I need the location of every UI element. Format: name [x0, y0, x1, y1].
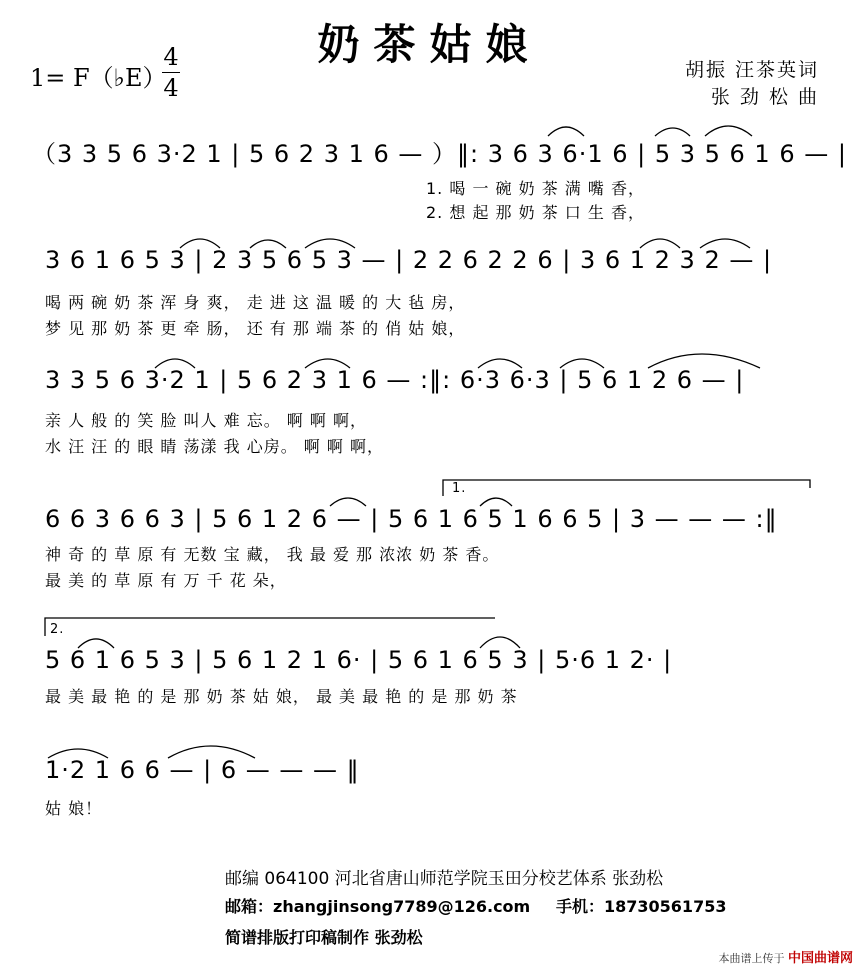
volta-bracket-first — [443, 480, 810, 496]
footer-made-by: 简谱排版打印稿制作 张劲松 — [225, 928, 423, 947]
slur — [705, 126, 752, 136]
score-row-5-lyric-1: 最 美 最 艳 的 是 那 奶 茶 姑 娘， 最 美 最 艳 的 是 那 奶 茶 — [45, 687, 518, 706]
composer-credit: 张 劲 松 曲 — [710, 86, 819, 108]
footer-phone: 手机：18730561753 — [556, 897, 727, 916]
slur — [78, 639, 114, 648]
slur — [560, 359, 604, 368]
score-row-2-notes: 3 6 1 6 5 3 | 2 3 5 6 5 3 — | 2 2 6 2 2 6 | 3 6 1 2 3 2 — | — [45, 246, 773, 274]
watermark-prefix: 本曲谱上传于 — [718, 952, 785, 965]
watermark-site: 中国曲谱网 — [787, 951, 853, 966]
volta-second-label: 2. — [50, 622, 65, 637]
score-row-4-notes: 6 6 3 6 6 3 | 5 6 1 2 6 — | 5 6 1 6 5 1 6 6 5 | 3 — — — :‖ — [45, 505, 778, 533]
slur — [330, 498, 366, 506]
score-row-4-lyric-1: 神 奇 的 草 原 有 无数 宝 藏， 我 最 爱 那 浓浓 奶 茶 香。 — [45, 545, 500, 564]
time-signature-bottom: 4 — [163, 74, 179, 102]
lyricist-credit: 胡振 汪茶英词 — [684, 59, 819, 81]
slur — [655, 128, 690, 136]
footer-address: 邮编 064100 河北省唐山师范学院玉田分校艺体系 张劲松 — [225, 869, 664, 889]
score-row-2-lyric-1: 喝 两 碗 奶 茶 浑 身 爽， 走 进 这 温 暖 的 大 毡 房， — [45, 293, 466, 312]
volta-first-label: 1. — [452, 481, 467, 496]
score-row-3-lyric-1: 亲 人 般 的 笑 脸 叫人 难 忘。 啊 啊 啊， — [45, 411, 367, 430]
slur — [478, 359, 522, 368]
slur — [480, 498, 512, 506]
slur — [305, 239, 355, 248]
slur — [700, 239, 750, 248]
score-row-3-lyric-2: 水 汪 汪 的 眼 睛 荡漾 我 心房。 啊 啊 啊， — [45, 437, 384, 456]
volta-bracket-second — [45, 618, 495, 636]
score-row-3-notes: 3 3 5 6 3·2 1 | 5 6 2 3 1 6 — :‖: 6·3 6·3 | 5 6 1 2 6 — | — [45, 366, 745, 394]
song-title: 奶茶姑娘 — [317, 20, 542, 69]
key-signature: 1= F（♭E） — [30, 64, 167, 92]
score-row-2-lyric-2: 梦 见 那 奶 茶 更 牵 肠， 还 有 那 端 茶 的 俏 姑 娘， — [45, 319, 466, 338]
slur — [640, 239, 680, 248]
slur — [48, 749, 108, 758]
score-row-1-lyric-1: 1. 喝 一 碗 奶 茶 满 嘴 香， — [426, 179, 645, 198]
slur — [250, 240, 286, 248]
score-row-5-notes: 5 6 1 6 5 3 | 5 6 1 2 1 6· | 5 6 1 6 5 3 | 5·6 1 2· | — [45, 646, 673, 674]
footer-email: 邮箱：zhangjinsong7789@126.com — [225, 897, 531, 916]
slur — [548, 127, 584, 136]
slur — [155, 359, 195, 368]
time-signature-top: 4 — [163, 43, 179, 71]
score-row-6-notes: 1·2 1 6 6 — | 6 — — — ‖ — [45, 756, 360, 784]
site-watermark — [718, 947, 853, 966]
slur — [305, 359, 350, 368]
score-row-1-notes: （3 3 5 6 3·2 1 | 5 6 2 3 1 6 — ）‖: 3 6 3 6·1 6 | 5 3 5 6 1 6 — | — [32, 140, 847, 168]
slur — [168, 746, 255, 758]
score-row-1-lyric-2: 2. 想 起 那 奶 茶 口 生 香， — [426, 203, 645, 222]
score-row-6-lyric-1: 姑 娘！ — [45, 799, 103, 818]
slur — [648, 354, 760, 368]
slur — [180, 239, 220, 248]
score-row-4-lyric-2: 最 美 的 草 原 有 万 千 花 朵， — [45, 571, 287, 590]
slur — [480, 637, 520, 648]
